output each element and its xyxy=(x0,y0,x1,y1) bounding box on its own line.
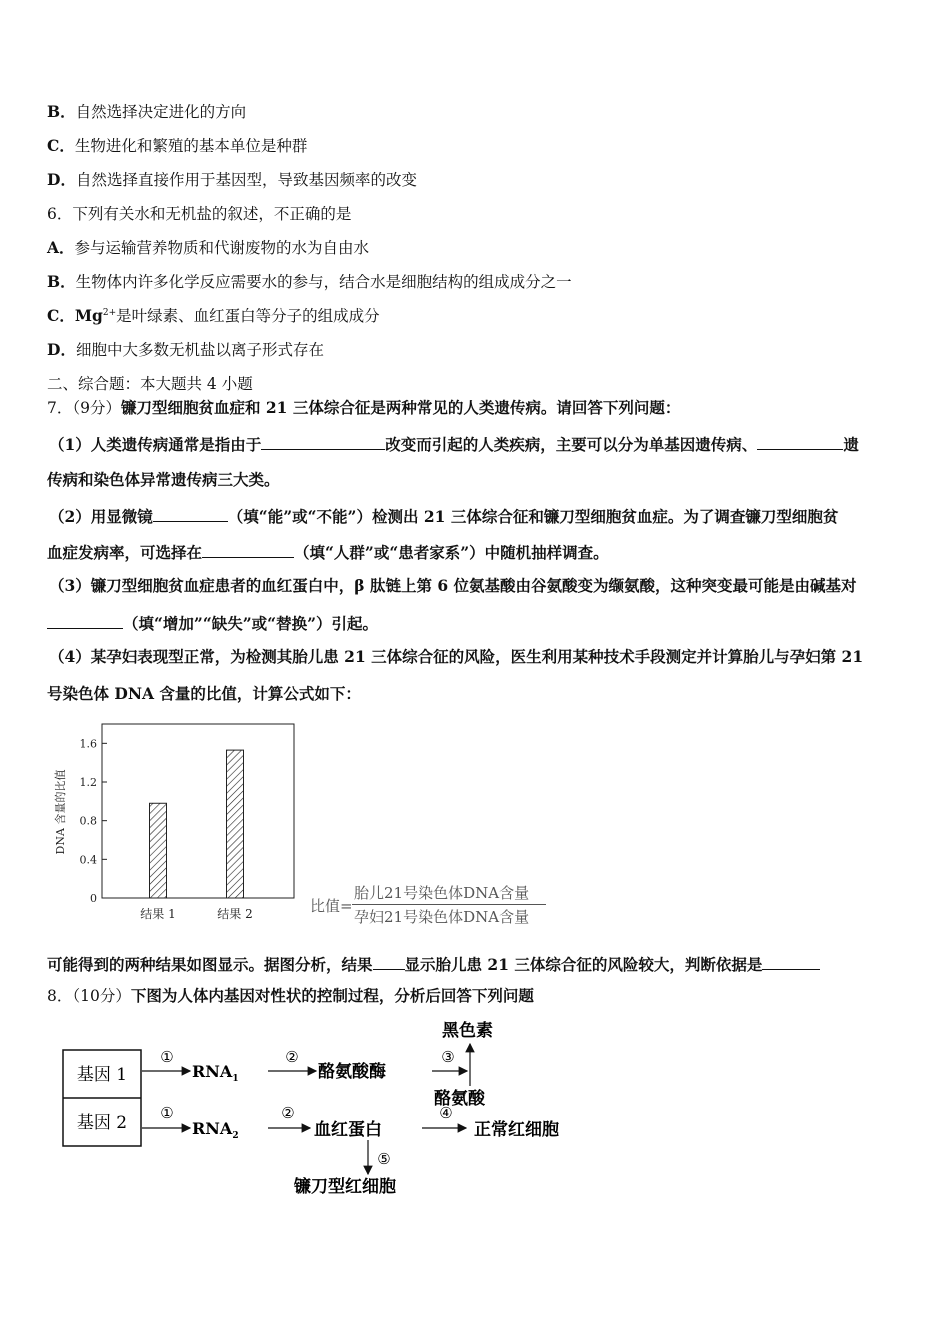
chart-frame xyxy=(102,724,294,898)
q6-stem: 6．下列有关水和无机盐的叙述，不正确的是 xyxy=(47,205,352,223)
q7-part2-cont: 血症发病率，可选择在 （填“人群”或“患者家系”）中随机抽样调查。 xyxy=(47,543,609,562)
q5-option-c: C．生物进化和繁殖的基本单位是种群 xyxy=(47,136,308,155)
bar-1 xyxy=(150,803,167,898)
normal-rbc-label: 正常红细胞 xyxy=(474,1120,559,1140)
blank xyxy=(47,612,123,629)
q8-stem: 8．（10分）下图为人体内基因对性状的控制过程，分析后回答下列问题 xyxy=(47,986,534,1005)
q6-option-a: A．参与运输营养物质和代谢废物的水为自由水 xyxy=(47,238,370,257)
q7-part4-question: 可能得到的两种结果如图显示。据图分析，结果 显示胎儿患 21 三体综合征的风险较大，判断依据是 xyxy=(47,953,820,975)
blank xyxy=(202,541,294,558)
step1-label: ① xyxy=(160,1048,174,1066)
gene1-label: 基因 1 xyxy=(76,1065,128,1085)
q6-option-b: B．生物体内许多化学反应需要水的参与，结合水是细胞结构的组成成分之一 xyxy=(47,272,572,291)
q7-part4-cont: 号染色体 DNA 含量的比值，计算公式如下： xyxy=(47,684,361,703)
rna1-label: $RNA_1$ xyxy=(192,1062,239,1084)
q6-option-c: C．$Mg^{2+}$是叶绿素、血红蛋白等分子的组成成分 xyxy=(47,306,380,325)
enzyme-label: 酪氨酸酶 xyxy=(318,1062,386,1082)
y-axis-label: DNA 含量的比值 xyxy=(54,769,67,855)
q7-part3: （3）镰刀型细胞贫血症患者的血红蛋白中，β 肽链上第 6 位氨基酸由谷氨酸变为缬氨酸，这种突变最可能是由碱基对 xyxy=(49,576,857,595)
q7-part4: （4）某孕妇表现型正常，为检测其胎儿患 21 三体综合征的风险，医生利用某种技术手段测定并计算胎儿与孕妇第 21 xyxy=(49,647,864,666)
step4-label: ④ xyxy=(439,1104,453,1122)
formula-numerator: 胎儿21号染色体DNA含量 xyxy=(354,884,530,902)
sickle-rbc-label: 镰刀型红细胞 xyxy=(294,1177,396,1197)
blank xyxy=(757,433,843,450)
bar-2 xyxy=(227,750,244,898)
step3-label: ③ xyxy=(441,1048,455,1066)
section-title: 二、综合题：本大题共 4 小题 xyxy=(47,375,253,393)
blank xyxy=(762,953,820,970)
blank xyxy=(261,433,385,450)
y-tick-label: 0.8 xyxy=(79,814,97,828)
blank xyxy=(153,505,228,522)
q6-option-d: D．细胞中大多数无机盐以离子形式存在 xyxy=(47,340,324,359)
y-tick-label: 1.6 xyxy=(79,737,97,751)
y-tick-label: 1.2 xyxy=(79,776,97,789)
q5-option-d: D．自然选择直接作用于基因型，导致基因频率的改变 xyxy=(47,170,417,189)
hemoglobin-label: 血红蛋白 xyxy=(314,1120,382,1140)
q7-part3-cont: （填“增加”“缺失”或“替换”）引起。 xyxy=(47,612,378,634)
formula-label: 比值= xyxy=(310,897,353,915)
formula-denominator: 孕妇21号染色体DNA含量 xyxy=(354,908,530,926)
q7-stem: 7．（9分）镰刀型细胞贫血症和 21 三体综合征是两种常见的人类遗传病。请回答下列问题： xyxy=(47,398,681,417)
step1b-label: ① xyxy=(160,1104,174,1122)
step2b-label: ② xyxy=(281,1104,295,1122)
blank xyxy=(373,953,405,970)
q7-part1-cont: 传病和染色体异常遗传病三大类。 xyxy=(47,470,280,489)
gene-control-diagram xyxy=(62,1018,622,1198)
tyrosine-label: 酪氨酸 xyxy=(434,1089,485,1109)
dna-ratio-bar-chart xyxy=(50,722,300,927)
step2-label: ② xyxy=(285,1048,299,1066)
y-tick-label: 0 xyxy=(90,892,97,905)
rna2-label: $RNA_2$ xyxy=(192,1119,239,1141)
x-category-label: 结果 1 xyxy=(140,907,176,921)
q7-part2: （2）用显微镜 （填“能”或“不能”）检测出 21 三体综合征和镰刀型细胞贫血症。为了调查镰刀型细胞贫 xyxy=(49,507,839,526)
fraction-bar xyxy=(352,904,546,905)
gene2-label: 基因 2 xyxy=(76,1113,128,1133)
y-tick-label: 0.4 xyxy=(79,853,97,867)
step5-label: ⑤ xyxy=(377,1150,391,1168)
x-category-label: 结果 2 xyxy=(217,907,253,921)
q5-option-b: B．自然选择决定进化的方向 xyxy=(47,102,247,121)
melanin-label: 黑色素 xyxy=(442,1021,493,1041)
q7-part1: （1）人类遗传病通常是指由于 改变而引起的人类疾病，主要可以分为单基因遗传病、 遗 xyxy=(49,435,859,454)
